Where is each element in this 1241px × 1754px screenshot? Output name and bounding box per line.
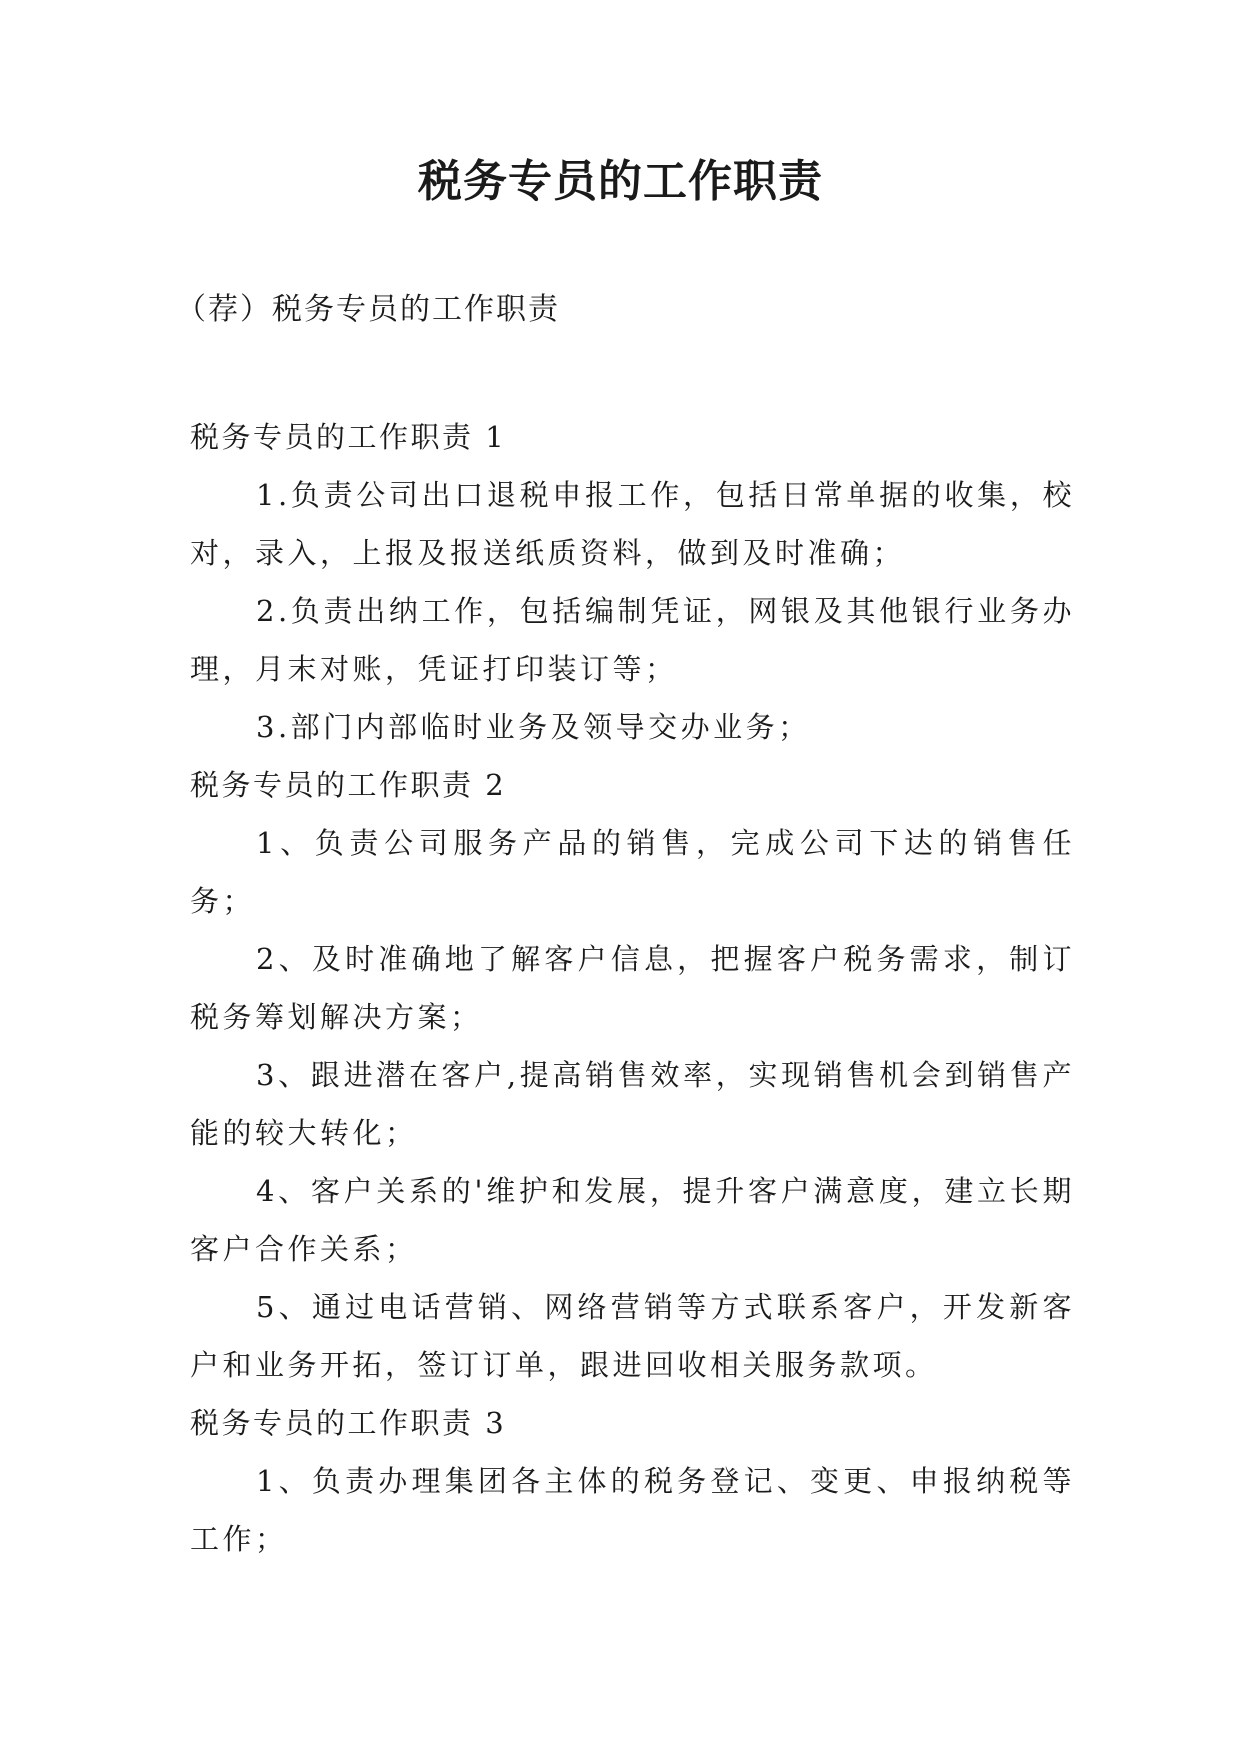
list-item: 1.负责公司出口退税申报工作，包括日常单据的收集，校对，录入，上报及报送纸质资料，做到及时准确； bbox=[190, 478, 1075, 570]
document-body bbox=[190, 408, 1075, 1568]
section-3 bbox=[190, 1394, 1075, 1568]
list-item: 4、客户关系的'维护和发展，提升客户满意度，建立长期客户合作关系； bbox=[190, 1174, 1075, 1266]
list-item: 1、负责办理集团各主体的税务登记、变更、申报纳税等工作； bbox=[190, 1464, 1075, 1556]
document-title: 税务专员的工作职责 bbox=[418, 156, 823, 207]
list-item: 2.负责出纳工作，包括编制凭证，网银及其他银行业务办理，月末对账，凭证打印装订等； bbox=[190, 594, 1075, 686]
section-1 bbox=[190, 408, 1075, 756]
list-item: 1、负责公司服务产品的销售，完成公司下达的销售任务； bbox=[190, 826, 1075, 918]
list-item: 3.部门内部临时业务及领导交办业务； bbox=[256, 710, 811, 744]
section-heading: 税务专员的工作职责 2 bbox=[190, 768, 507, 802]
document-subtitle: （荐）税务专员的工作职责 bbox=[176, 292, 560, 327]
section-heading: 税务专员的工作职责 1 bbox=[190, 420, 507, 454]
section-2 bbox=[190, 756, 1075, 1394]
list-item: 3、跟进潜在客户,提高销售效率，实现销售机会到销售产能的较大转化； bbox=[190, 1058, 1075, 1150]
list-item: 2、及时准确地了解客户信息，把握客户税务需求，制订税务筹划解决方案； bbox=[190, 942, 1075, 1034]
list-item: 5、通过电话营销、网络营销等方式联系客户，开发新客户和业务开拓，签订订单，跟进回收相关服务款项。 bbox=[190, 1290, 1075, 1382]
section-heading: 税务专员的工作职责 3 bbox=[190, 1406, 507, 1440]
